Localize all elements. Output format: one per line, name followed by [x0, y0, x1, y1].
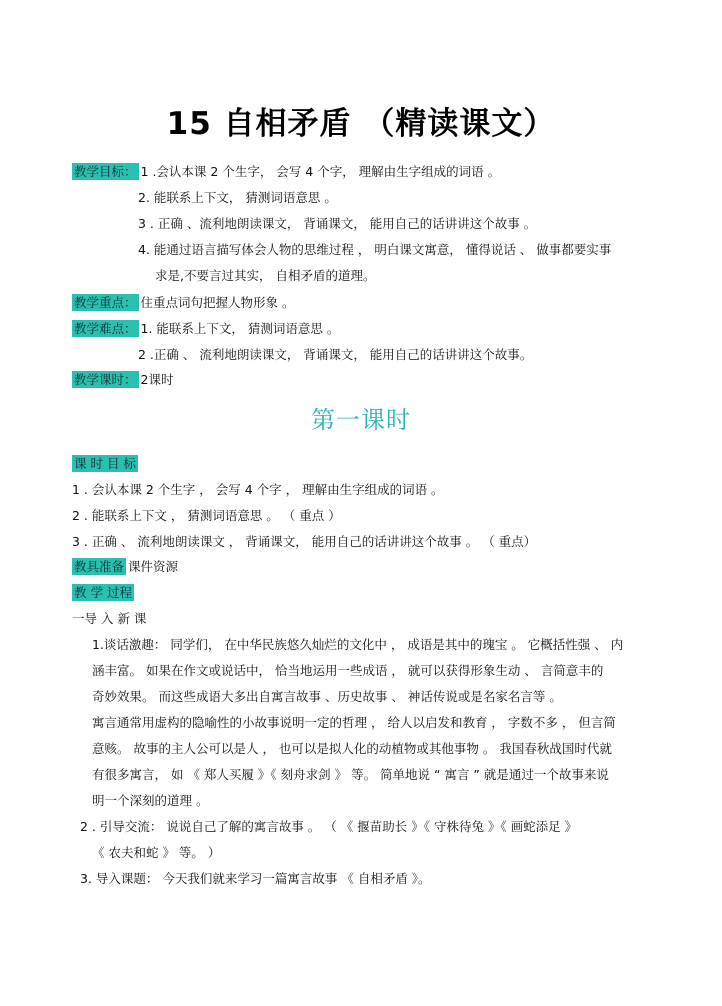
teaching-hours-row — [72, 372, 173, 388]
paragraph-line-9: 《 农夫和蛇 》 等。 ） — [92, 845, 221, 860]
paragraph-line-3: 奇妙效果。 而这些成语大多出自寓言故事 、历史故事 、 神话传说或是名家名言等 。 — [92, 689, 562, 704]
teaching-focus-row — [72, 295, 295, 311]
paragraph-line-6: 有很多寓言， 如 《 郑人买履 》《 刻舟求剑 》 等。 简单地说 “ 寓言 ” 就是通过一个故事来说 — [92, 767, 609, 782]
teaching-goal-1: 1 .会认本课 2 个生字， 会写 4 个字， 理解由生字组成的词语 。 — [140, 164, 501, 179]
lesson-goals-heading — [72, 456, 140, 472]
process-label: 教 学 过程 — [74, 585, 132, 600]
paragraph-line-1: 1.谈话激趣： 同学们， 在中华民族悠久灿烂的文化中 ， 成语是其中的瑰宝 。 它概括性强 、 内 — [92, 637, 624, 652]
teaching-difficulty-1: 1. 能联系上下文， 猜测词语意思 。 — [140, 321, 340, 336]
teaching-difficulty-2: 2 .正确 、 流利地朗读课文， 背诵课文， 能用自己的话讲讲这个故事。 — [138, 347, 533, 362]
tools-label: 教具准备 — [74, 559, 125, 574]
process-heading — [72, 585, 136, 601]
lesson-goal-1: 1 . 会认本课 2 个生字 ， 会写 4 个字 ， 理解由生字组成的词语 。 — [72, 482, 444, 497]
paragraph-line-4: 寓言通常用虚构的隐喻性的小故事说明一定的哲理 ， 给人以启发和教育 ， 字数不多 ， 但言简 — [92, 715, 616, 730]
lesson-goal-3: 3 . 正确 、 流利地朗读课文 ， 背诵课文， 能用自己的话讲讲这个故事 。 （ 重点） — [72, 534, 537, 549]
paragraph-line-7: 明一个深刻的道理 。 — [92, 793, 209, 808]
teaching-goal-4: 4. 能通过语言描写体会人物的思维过程 ， 明白课文寓意， 懂得说话 、 做事都要实事 — [138, 242, 612, 257]
teaching-focus-text: 住重点词句把握人物形象 。 — [140, 295, 295, 310]
lesson-title: 第一课时 — [311, 406, 411, 434]
teaching-goal-4-cont: 求是,不要言过其实， 自相矛盾的道理。 — [155, 268, 376, 283]
lesson-goal-2: 2 . 能联系上下文 ， 猜测词语意思 。 （ 重点 ） — [72, 508, 341, 523]
section-one-heading: 一导 入 新 课 — [72, 611, 147, 626]
paragraph-line-8: 2 . 引导交流： 说说自己了解的寓言故事 。 （ 《 揠苗助长 》《 守株待兔 》《 画蛇添足 》 — [80, 819, 578, 834]
tools-row — [72, 559, 178, 575]
teaching-hours-text: 2课时 — [140, 372, 174, 387]
teaching-hours-label: 教学课时： — [74, 372, 137, 387]
teaching-difficulty-row-1 — [72, 321, 339, 337]
tools-text: 课件资源 — [128, 559, 179, 574]
lesson-goals-label: 课 时 目 标 — [74, 456, 136, 471]
teaching-difficulty-label: 教学难点： — [74, 321, 137, 336]
document-title: 15 自相矛盾 （精读课文） — [166, 106, 556, 142]
teaching-goals-row-1 — [72, 164, 500, 180]
teaching-goal-2: 2. 能联系上下文， 猜测词语意思 。 — [138, 190, 337, 205]
teaching-focus-label: 教学重点： — [74, 295, 137, 310]
paragraph-line-5: 意赅。 故事的主人公可以是人 ， 也可以是拟人化的动植物或其他事物 。 我国春秋战国时代就 — [92, 741, 612, 756]
paragraph-line-10: 3. 导入课题： 今天我们就来学习一篇寓言故事 《 自相矛盾 》。 — [80, 871, 431, 886]
teaching-goals-label: 教学目标： — [74, 164, 137, 179]
paragraph-line-2: 涵丰富。 如果在作文或说话中， 恰当地运用一些成语 ， 就可以获得形象生动 、 言简意丰的 — [92, 663, 604, 678]
teaching-goal-3: 3 . 正确 、流利地朗读课文， 背诵课文， 能用自己的话讲讲这个故事 。 — [138, 216, 537, 231]
